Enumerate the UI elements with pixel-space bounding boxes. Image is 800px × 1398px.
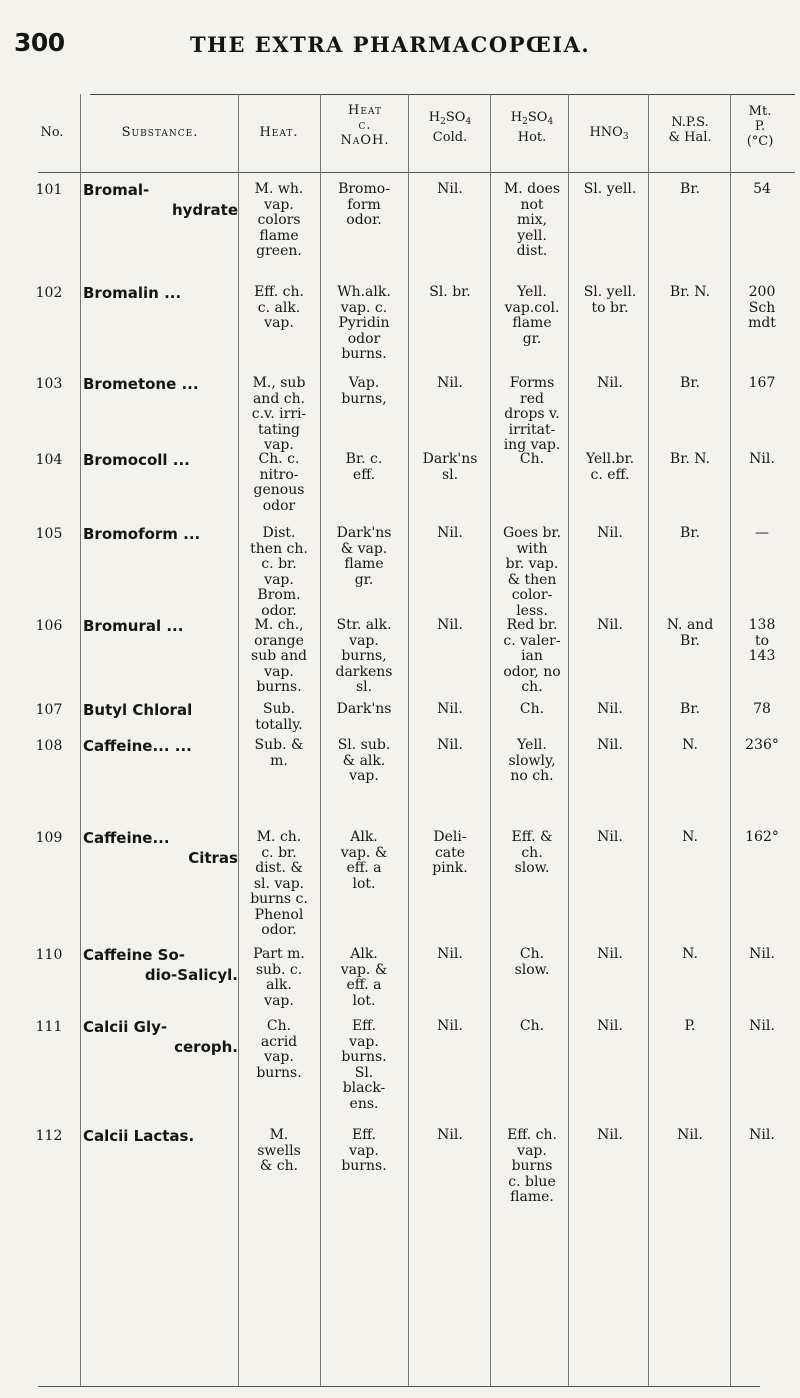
- heat-cell: Ch. c. nitro- genous odor: [253, 451, 305, 514]
- melting-point-cell: 167: [748, 375, 776, 391]
- nps-hal-cell: Br.: [680, 375, 700, 391]
- heat-naoh-cell: Alk. vap. & eff. a lot.: [340, 829, 388, 892]
- heat-naoh-cell: Str. alk. vap. burns, darkens sl.: [335, 617, 393, 695]
- substance-name: Bromocoll ...: [83, 451, 190, 469]
- nps-hal-cell: N.: [682, 946, 698, 962]
- nps-hal-cell: Nil.: [677, 1127, 703, 1143]
- heat-naoh-cell: Dark'ns: [336, 701, 392, 717]
- heat-cell: Dist. then ch. c. br. vap. Brom. odor.: [250, 525, 308, 619]
- h2so4-hot-cell: Goes br. with br. vap. & then color- less.: [502, 525, 562, 619]
- row-number: 103: [35, 376, 63, 392]
- column-divider: [238, 94, 239, 1386]
- column-divider: [80, 94, 81, 1386]
- h2so4-hot-cell: M. does not mix, yell. dist.: [503, 181, 561, 259]
- nps-hal-cell: Br.: [680, 701, 700, 717]
- hno3-cell: Sl. yell. to br.: [583, 284, 637, 316]
- nps-hal-cell: Br. N.: [669, 284, 711, 300]
- column-divider: [408, 94, 409, 1386]
- col-header-substance: Substance.: [121, 125, 199, 140]
- h2so4-cold-cell: Deli- cate pink.: [432, 829, 468, 876]
- heat-cell: M., sub and ch. c.v. irri- tating vap.: [251, 375, 307, 453]
- hno3-cell: Nil.: [597, 737, 623, 753]
- substance-name: Calcii Gly- ceroph.: [83, 1018, 238, 1056]
- h2so4-cold-cell: Nil.: [437, 701, 463, 717]
- nps-hal-cell: Br.: [680, 181, 700, 197]
- row-number: 109: [35, 830, 63, 846]
- substance-name: Bromural ...: [83, 617, 184, 635]
- substance-name: Brometone ...: [83, 375, 199, 393]
- heat-cell: Ch. acrid vap. burns.: [256, 1018, 302, 1081]
- h2so4-hot-cell: Red br. c. valer- ian odor, no ch.: [503, 617, 561, 695]
- melting-point-cell: 54: [753, 181, 771, 197]
- row-number: 111: [35, 1019, 63, 1035]
- heat-cell: M. swells & ch.: [257, 1127, 301, 1174]
- row-number: 105: [35, 526, 63, 542]
- heat-cell: M. ch., orange sub and vap. burns.: [251, 617, 307, 695]
- substance-name: Bromal- hydrate: [83, 181, 238, 219]
- melting-point-cell: Nil.: [749, 1018, 775, 1034]
- col-header-heat-naoh: Heat c. NaOH.: [340, 103, 390, 148]
- heat-naoh-cell: Vap. burns,: [341, 375, 387, 407]
- melting-point-cell: 78: [753, 701, 771, 717]
- substance-name: Caffeine So- dio-Salicyl.: [83, 946, 238, 984]
- col-header-h2so4-hot: $H_2SO_4$ Hot.: [510, 110, 554, 145]
- heat-cell: Sub. totally.: [255, 701, 303, 733]
- melting-point-cell: 236°: [745, 737, 779, 753]
- col-header-h2so4-cold: $H_2SO_4$ Cold.: [428, 110, 472, 145]
- h2so4-cold-cell: Dark'ns sl.: [422, 451, 478, 483]
- table-bottom-rule: [38, 1386, 760, 1387]
- table-top-rule: [90, 94, 795, 95]
- col-header-heat: Heat.: [259, 125, 299, 140]
- heat-naoh-cell: Wh.alk. vap. c. Pyridin odor burns.: [337, 284, 391, 362]
- h2so4-cold-cell: Nil.: [437, 1127, 463, 1143]
- running-title: THE EXTRA PHARMACOPŒIA.: [190, 32, 591, 57]
- nps-hal-cell: Br. N.: [669, 451, 711, 467]
- melting-point-cell: 138 to 143: [748, 617, 776, 664]
- nps-hal-cell: N.: [682, 737, 698, 753]
- row-number: 101: [35, 182, 63, 198]
- substance-name: Caffeine... ...: [83, 737, 192, 755]
- heat-cell: M. ch. c. br. dist. & sl. vap. burns c. Phenol odor.: [250, 829, 308, 938]
- hno3-cell: Nil.: [597, 946, 623, 962]
- page-header: [0, 28, 800, 62]
- hno3-cell: Nil.: [597, 1018, 623, 1034]
- row-number: 108: [35, 738, 63, 754]
- row-number: 104: [35, 452, 63, 468]
- h2so4-cold-cell: Nil.: [437, 946, 463, 962]
- column-divider: [490, 94, 491, 1386]
- hno3-cell: Nil.: [597, 617, 623, 633]
- heat-naoh-cell: Eff. vap. burns.: [341, 1127, 387, 1174]
- hno3-cell: Yell.br. c. eff.: [585, 451, 635, 483]
- row-number: 106: [35, 618, 63, 634]
- nps-hal-cell: N. and Br.: [666, 617, 714, 649]
- melting-point-cell: Nil.: [749, 451, 775, 467]
- substance-name: Bromalin ...: [83, 284, 182, 302]
- h2so4-hot-cell: Ch.: [519, 1018, 545, 1034]
- melting-point-cell: 162°: [745, 829, 779, 845]
- melting-point-cell: Nil.: [749, 1127, 775, 1143]
- h2so4-hot-cell: Eff. & ch. slow.: [511, 829, 553, 876]
- h2so4-hot-cell: Ch.: [519, 701, 545, 717]
- col-header-melting-point: Mt. P. (°C): [746, 104, 774, 149]
- h2so4-hot-cell: Eff. ch. vap. burns c. blue flame.: [507, 1127, 557, 1205]
- page-number: 300: [14, 28, 65, 57]
- table-header-rule: [38, 172, 795, 173]
- h2so4-hot-cell: Yell. slowly, no ch.: [508, 737, 556, 784]
- heat-naoh-cell: Bromo- form odor.: [338, 181, 390, 228]
- melting-point-cell: Nil.: [749, 946, 775, 962]
- h2so4-cold-cell: Sl. br.: [429, 284, 471, 300]
- substance-name: Caffeine... Citras: [83, 829, 238, 867]
- col-header-no: No.: [40, 125, 64, 140]
- heat-naoh-cell: Sl. sub. & alk. vap.: [337, 737, 391, 784]
- hno3-cell: Nil.: [597, 525, 623, 541]
- h2so4-hot-cell: Ch.: [519, 451, 545, 467]
- melting-point-cell: —: [755, 525, 769, 541]
- hno3-cell: Sl. yell.: [583, 181, 637, 197]
- heat-cell: M. wh. vap. colors flame green.: [254, 181, 304, 259]
- nps-hal-cell: Br.: [680, 525, 700, 541]
- heat-naoh-cell: Dark'ns & vap. flame gr.: [336, 525, 392, 588]
- h2so4-hot-cell: Yell. vap.col. flame gr.: [504, 284, 560, 347]
- row-number: 107: [35, 702, 63, 718]
- h2so4-hot-cell: Ch. slow.: [514, 946, 550, 978]
- h2so4-cold-cell: Nil.: [437, 181, 463, 197]
- h2so4-cold-cell: Nil.: [437, 1018, 463, 1034]
- heat-cell: Eff. ch. c. alk. vap.: [254, 284, 304, 331]
- hno3-cell: Nil.: [597, 1127, 623, 1143]
- row-number: 102: [35, 285, 63, 301]
- heat-naoh-cell: Br. c. eff.: [345, 451, 383, 483]
- hno3-cell: Nil.: [597, 375, 623, 391]
- h2so4-cold-cell: Nil.: [437, 375, 463, 391]
- col-header-hno3: $HNO_3$: [589, 125, 629, 142]
- hno3-cell: Nil.: [597, 829, 623, 845]
- heat-cell: Part m. sub. c. alk. vap.: [253, 946, 305, 1009]
- h2so4-cold-cell: Nil.: [437, 617, 463, 633]
- row-number: 110: [35, 947, 63, 963]
- melting-point-cell: 200 Sch mdt: [748, 284, 776, 331]
- h2so4-hot-cell: Forms red drops v. irritat- ing vap.: [503, 375, 561, 453]
- row-number: 112: [35, 1128, 63, 1144]
- nps-hal-cell: P.: [684, 1018, 696, 1034]
- hno3-cell: Nil.: [597, 701, 623, 717]
- heat-cell: Sub. & m.: [254, 737, 304, 769]
- nps-hal-cell: N.: [682, 829, 698, 845]
- substance-name: Butyl Chloral: [83, 701, 193, 719]
- heat-naoh-cell: Alk. vap. & eff. a lot.: [340, 946, 388, 1009]
- substance-name: Bromoform ...: [83, 525, 201, 543]
- substance-name: Calcii Lactas.: [83, 1127, 195, 1145]
- col-header-nps-hal: N.P.S. & Hal.: [668, 115, 712, 145]
- h2so4-cold-cell: Nil.: [437, 737, 463, 753]
- heat-naoh-cell: Eff. vap. burns. Sl. black- ens.: [341, 1018, 387, 1112]
- h2so4-cold-cell: Nil.: [437, 525, 463, 541]
